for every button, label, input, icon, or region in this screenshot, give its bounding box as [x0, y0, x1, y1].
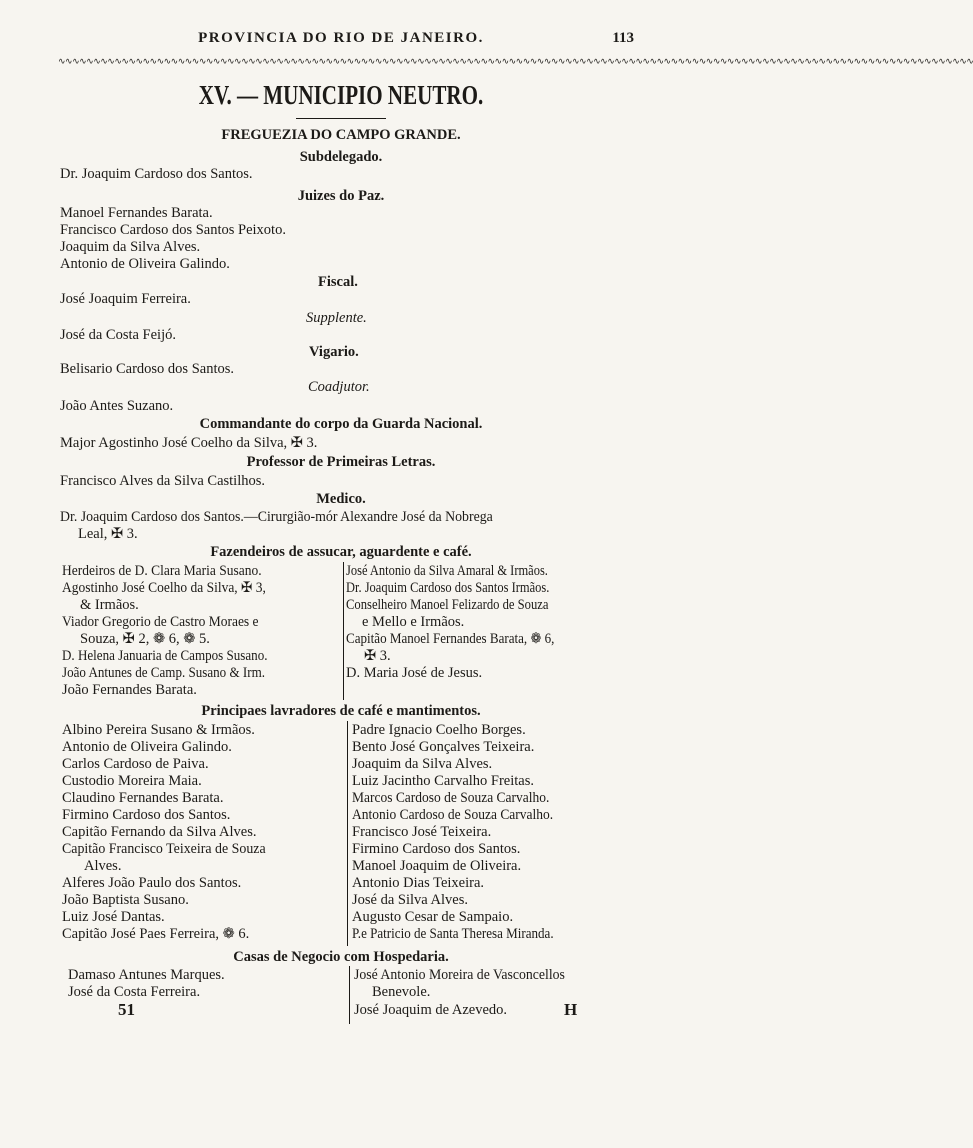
lavrador-entry: Antonio Dias Teixeira. [352, 875, 485, 891]
column-divider [349, 966, 350, 1024]
guarda-commander: Major Agostinho José Coelho da Silva, ✠ 3. [60, 435, 318, 451]
lavrador-entry: Antonio de Oliveira Galindo. [62, 739, 232, 755]
vigario-name: Belisario Cardoso dos Santos. [60, 361, 234, 377]
lavrador-entry: Alferes João Paulo dos Santos. [62, 875, 242, 891]
medico-line: Dr. Joaquim Cardoso dos Santos.—Cirurgião-mór Alexandre José da Nobrega [60, 509, 493, 525]
fiscal-heading: Fiscal. [318, 274, 358, 290]
subdelegado-heading: Subdelegado. [299, 149, 383, 165]
fazendeiro-entry: ✠ 3. [364, 648, 391, 664]
supplente-heading: Supplente. [306, 310, 367, 326]
lavrador-entry: Francisco José Teixeira. [352, 824, 492, 840]
lavrador-entry: Antonio Cardoso de Souza Carvalho. [352, 807, 554, 823]
juizes-heading: Juizes do Paz. [297, 188, 385, 204]
lavrador-entry: Capitão Francisco Teixeira de Souza [62, 841, 266, 857]
section-title: XV. — MUNICIPIO NEUTRO. [198, 80, 484, 110]
juiz-name: Francisco Cardoso dos Santos Peixoto. [60, 222, 286, 238]
supplente-name: José da Costa Feijó. [60, 327, 176, 343]
fazendeiro-entry: José Antonio da Silva Amaral & Irmãos. [346, 563, 548, 579]
lavrador-entry: Capitão José Paes Ferreira, ❁ 6. [62, 926, 250, 942]
casas-heading: Casas de Negocio com Hospedaria. [233, 949, 449, 965]
lavrador-entry: Firmino Cardoso dos Santos. [62, 807, 231, 823]
lavrador-entry: Joaquim da Silva Alves. [352, 756, 493, 772]
lavradores-heading: Principaes lavradores de café e mantimentos. [201, 703, 481, 719]
lavrador-entry: Bento José Gonçalves Teixeira. [352, 739, 535, 755]
lavrador-entry: José da Silva Alves. [352, 892, 468, 908]
coadjutor-name: João Antes Suzano. [60, 398, 174, 414]
fazendeiro-entry: e Mello e Irmãos. [362, 614, 465, 630]
lavrador-entry: Luiz Jacintho Carvalho Freitas. [352, 773, 535, 789]
professor-name: Francisco Alves da Silva Castilhos. [60, 473, 265, 489]
casa-entry: José da Costa Ferreira. [68, 984, 201, 1000]
subdelegado-name: Dr. Joaquim Cardoso dos Santos. [60, 166, 253, 182]
juiz-name: Joaquim da Silva Alves. [60, 239, 201, 255]
casa-entry: José Joaquim de Azevedo. [354, 1002, 508, 1018]
casa-entry: Benevole. [372, 984, 431, 1000]
fazendeiro-entry: Agostinho José Coelho da Silva, ✠ 3, [62, 580, 266, 596]
sheet-number: 51 [118, 1000, 135, 1019]
fazendeiro-entry: Herdeiros de D. Clara Maria Susano. [62, 563, 262, 579]
freguezia-heading: FREGUEZIA DO CAMPO GRANDE. [221, 127, 461, 143]
lavrador-entry: Alves. [84, 858, 122, 874]
fazendeiro-entry: João Fernandes Barata. [62, 682, 197, 698]
lavrador-entry: João Baptista Susano. [62, 892, 189, 908]
fiscal-name: José Joaquim Ferreira. [60, 291, 191, 307]
fazendeiro-entry: D. Maria José de Jesus. [346, 665, 483, 681]
lavrador-entry: Padre Ignacio Coelho Borges. [352, 722, 526, 738]
column-divider [343, 562, 344, 700]
lavrador-entry: Augusto Cesar de Sampaio. [352, 909, 514, 925]
lavrador-entry: Claudino Fernandes Barata. [62, 790, 224, 806]
fazendeiro-entry: & Irmãos. [80, 597, 139, 613]
lavrador-entry: Capitão Fernando da Silva Alves. [62, 824, 257, 840]
fazendeiro-entry: Dr. Joaquim Cardoso dos Santos Irmãos. [346, 580, 550, 596]
fazendeiro-entry: Conselheiro Manoel Felizardo de Souza [346, 597, 549, 613]
vigario-heading: Vigario. [309, 344, 359, 360]
guarda-heading: Commandante do corpo da Guarda Nacional. [199, 416, 483, 432]
professor-heading: Professor de Primeiras Letras. [246, 454, 436, 470]
lavrador-entry: Luiz José Dantas. [62, 909, 165, 925]
juiz-name: Manoel Fernandes Barata. [60, 205, 213, 221]
signature-mark: H [564, 1000, 578, 1019]
lavrador-entry: Albino Pereira Susano & Irmãos. [62, 722, 255, 738]
juiz-name: Antonio de Oliveira Galindo. [60, 256, 230, 272]
medico-heading: Medico. [316, 491, 366, 507]
title-underline [296, 118, 386, 119]
lavrador-entry: Carlos Cardoso de Paiva. [62, 756, 209, 772]
fazendeiro-entry: Capitão Manoel Fernandes Barata, ❁ 6, [346, 631, 555, 647]
fazendeiro-entry: Souza, ✠ 2, ❁ 6, ❁ 5. [80, 631, 210, 647]
lavrador-entry: Custodio Moreira Maia. [62, 773, 202, 789]
lavrador-entry: Firmino Cardoso dos Santos. [352, 841, 521, 857]
running-title: PROVINCIA DO RIO DE JANEIRO. [198, 30, 484, 46]
lavrador-entry: Marcos Cardoso de Souza Carvalho. [352, 790, 550, 806]
casa-entry: Damaso Antunes Marques. [68, 967, 225, 983]
fazendeiro-entry: Viador Gregorio de Castro Moraes e [62, 614, 259, 630]
ornamental-rule: ∿∿∿∿∿∿∿∿∿∿∿∿∿∿∿∿∿∿∿∿∿∿∿∿∿∿∿∿∿∿∿∿∿∿∿∿∿∿∿∿∿∿∿∿∿∿∿∿∿∿∿∿∿∿∿∿∿∿∿∿∿∿∿∿∿∿∿∿∿∿∿∿∿∿∿∿∿∿∿∿∿∿∿∿∿∿∿∿∿∿∿∿∿∿∿∿∿∿∿∿∿∿∿∿∿∿∿∿∿∿∿∿∿∿∿∿∿∿∿∿∿∿∿∿∿∿∿∿∿∿ [58, 56, 973, 66]
coadjutor-heading: Coadjutor. [308, 379, 370, 395]
column-divider [347, 721, 348, 946]
fazendeiros-heading: Fazendeiros de assucar, aguardente e café. [210, 544, 472, 560]
lavrador-entry: Manoel Joaquim de Oliveira. [352, 858, 522, 874]
fazendeiro-entry: João Antunes de Camp. Susano & Irm. [62, 665, 265, 681]
fazendeiro-entry: D. Helena Januaria de Campos Susano. [62, 648, 268, 664]
casa-entry: José Antonio Moreira de Vasconcellos [354, 967, 565, 983]
lavrador-entry: P.e Patricio de Santa Theresa Miranda. [352, 926, 554, 942]
medico-line: Leal, ✠ 3. [78, 526, 138, 542]
page-number: 113 [612, 30, 634, 46]
